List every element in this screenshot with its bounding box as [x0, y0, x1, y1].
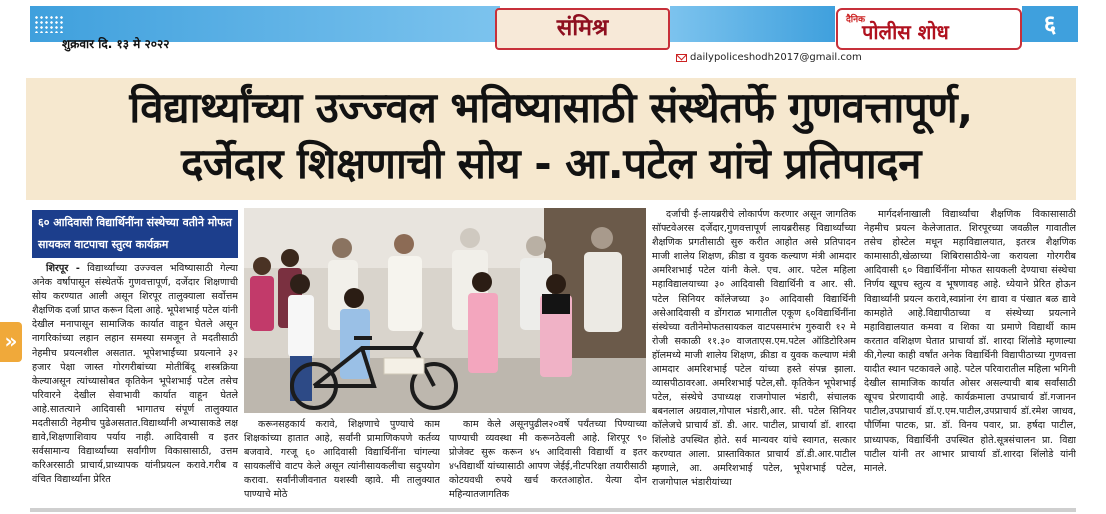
right-band	[670, 6, 835, 42]
brand-prefix: दैनिक	[846, 15, 866, 25]
mail-icon	[676, 54, 687, 62]
article-column-4	[652, 208, 856, 504]
article-column-2	[244, 418, 440, 504]
page-header	[30, 6, 1078, 68]
column-1-text: विद्यार्थ्यांच्या उज्ज्वल भविष्यासाठी गेल्या अनेक वर्षांपासून संस्थेतर्फे गुणवत्तापूर्ण, दर्जेदार शिक्षणाची सोय करण्यात आली असून शिरपूर तालुक्याला सर्वोत्तम शैक्षणिक दर्जा प्राप्त करून दिला आहे. भूपेशभाई पटेल यांनी देखील मनापासून सामाजिक कार्यात वाहून घेतले असून नागरिकांच्या लहान लहान समस्या समजून ते मदतीसाठी नेहमीच प्रयत्नशील असतात. भूपेशभाईंच्या प्रयत्नाने ३२ हजार पेक्षा जास्त गोरगरीबांच्या मोतीबिंदू शस्त्रक्रिया केल्याअसून त्यांच्यासोबत कृतिकेन भूपेशभाई पटेल तसेच परिवारने देखील सेवाभावी कार्यात वाहून घेतले आहे.सातत्याने आदिवासी भागातच संपूर्ण तालुक्यात मदतीसाठी नेहमीच पुढेअसतात.विद्यार्थ्यांनी अभ्यासाकडे लक्ष द्यावे,शिक्षणाशिवाय पर्याय नाही. आदिवासी व इतर सर्वसामान्य विद्यार्थ्यांच्या सर्वांगीण विकासासाठी, उत्तम करिअरसाठी प्राचार्य,प्राध्यापक यांनीप्रयत्न करावे.गरीब व वंचित विद्यार्थ्यांना प्रेरित	[32, 263, 238, 486]
contact-email	[676, 52, 862, 63]
dateline: शिरपूर -	[46, 263, 80, 274]
dot-pattern-icon	[34, 15, 64, 33]
publication-date: शुक्रवार दि. १३ मे २०२२	[62, 37, 170, 51]
email-text: dailypoliceshodh2017@gmail.com	[690, 52, 862, 63]
column-5-text: मार्गदर्शनाखाली विद्यार्थ्यांचा शैक्षणिक विकासासाठी नेहमीच प्रयत्न केलेजातात. शिरपूरच्या जवळील गावातील तसेच होस्टेल मधून महाविद्यालयात, इतरत्र शैक्षणिक कामासाठी,खेळाच्या शिबिरासाठीये-जा करायला गोरगरीब आदिवासी ६० विद्यार्थिनींना मोफत सायकली देण्याचा संस्थेचा निर्णय खूपच स्तुत्य व भूषणावह आहे. ध्येयाने प्रेरित होऊन विद्यार्थ्यांनी प्रयत्न करावे,स्वप्नांना रंग द्यावा व पंखात बळ द्यावे कामहोते आहे.विद्यापीठाच्या व संस्थेच्या प्रयत्नाने महाविद्यालयात कमवा व शिका या प्रमाणे विद्यार्थी काम करतात वशिक्षण घेतात प्राचार्या डॉ. शारदा शिंलोडे म्हणाल्या की,गेल्या काही वर्षांत अनेक विद्यार्थिनी विद्यापीठाच्या गुणवत्ता यादीत स्थान पटकावले आहे. पटेल परिवारातील महिला भगिनी देखील सामाजिक कार्यात ओसर असल्याची बाब सर्वांसाठी खूपच प्रेरणादायी आहे. कार्यक्रमाला उपप्राचार्य डॉ.गजानन पाटील,उपप्राचार्य डॉ.ए.एम.पाटील,उपप्राचार्य डॉ.रमेश जाधव, पौर्णिमा पाटक, प्रा. डॉ. विनय पवार, प्रा. हर्षदा पाटील, प्राध्यापक, विद्यार्थिनी उपस्थित होते.सूत्रसंचालन प्रा. विद्या पाटील यांनी तर आभार प्राचार्या डॉ.शारदा शिंलोडे यांनी मानले.	[864, 209, 1076, 474]
article-column-5	[864, 208, 1076, 504]
page-number: ६	[1022, 6, 1078, 42]
section-tag: संमिश्र	[495, 8, 670, 50]
main-headline	[26, 78, 1076, 200]
article-column-3	[449, 418, 647, 504]
newspaper-logo	[836, 8, 1022, 50]
brand-name: पोलीस शोध	[862, 20, 949, 44]
column-3-text: काम केले असूनपुढील२०वर्षे पर्यंतच्या पिण्याच्या पाण्याची व्यवस्था मी करूनठेवली आहे. शिरपूर ९० प्रोजेक्ट सुरू करून ४५ आदिवासी विद्यार्थी व इतर ४५विद्यार्थी यांच्यासाठी आपण जेईई,नीटपरिक्षा तयारीसाठी कोटयवधी रुपये खर्च करतआहोत. येत्या दोन महिन्यातजागतिक	[449, 419, 647, 501]
column-4-text: दर्जाची ई-लायब्ररीचे लोकार्पण करणार असून जागतिक सॉफ्टवेअरस दर्जेदार,गुणवत्तापूर्ण लायब्ररीसह विद्यार्थ्यांच्या शैक्षणिक प्रगतीसाठी सुरु करीत आहोत असे प्रतिपादन माजी शालेय शिक्षण, क्रीडा व युवक कल्याण मंत्री आमदार अमरिशभाई पटेल यांनी केले. एच. आर. पटेल महिला महाविद्यालयाच्या ३० आदिवासी विद्यार्थिनी व आर. सी. पटेल सिनियर कॉलेजच्या ३० आदिवासी विद्यार्थिनी असेआदिवासी व डोंगराळ भागातील एकूण ६०विद्यार्थिनींना संस्थेच्या वतीनेमोफतसायकल वाटपसमारंभ गुरुवारी १२ मे रोजी सकाळी ११.३० वाजताएस.एम.पटेल ऑडिटोरिअम हॉलमध्ये माजी शालेय शिक्षण, क्रीडा व युवक कल्याण मंत्री आमदार अमरिशभाई पटेल यांच्या हस्ते संपन्न झाला. व्यासपीठावरआ. अमरिशभाई पटेल,सौ. कृतिकेन भूपेशभाई पटेल, संस्थेचे उपाध्यक्ष राजगोपाल भंडारी, संचालक बबनलाल अग्रवाल,गोपाल भंडारी,आर. सी. पटेल सिनियर कॉलेजचे प्राचार्य डॉ. डी. आर. पाटील, प्राचार्या डॉ. शारदा शिंलोडे उपस्थित होते. सर्व मान्यवर यांचे स्वागत, सत्कार करण्यात आला. प्रास्ताविकात प्राचार्य डॉ.डी.आर.पाटील म्हणाले, आ. अमरिशभाई पटेल, भूपेशभाई पटेल, राजगोपाल भंडारीयांच्या	[652, 209, 856, 488]
photo-group-people-bicycle-icon	[244, 208, 646, 413]
chevron-right-icon[interactable]: »	[0, 322, 22, 362]
article-column-1	[32, 262, 238, 502]
headline-line-2: दर्जेदार शिक्षणाची सोय - आ.पटेल यांचे प्रतिपादन	[181, 139, 921, 188]
headline-line-1: विद्यार्थ्यांच्या उज्ज्वल भविष्यासाठी संस्थेतर्फे गुणवत्तापूर्ण,	[129, 83, 973, 132]
bottom-rule	[30, 508, 1076, 512]
column-2-text: करूनसहकार्य करावे, शिक्षणाचे पुण्याचे काम शिक्षकांच्या हातात आहे, सर्वांनी प्रामाणिकपणे कर्तव्य बजवावे. गरजू ६० आदिवासी विद्यार्थिनींना चांगल्या सायकलींचे वाटप केले असून त्यांनीसायकलीचा सदुपयोग करावा. सर्वांनीजीवनात यशस्वी व्हावे. मी तालुक्यात पाण्याचे मोठे	[244, 419, 440, 501]
sub-headline: ६० आदिवासी विद्यार्थिनींना संस्थेच्या वतीने मोफत सायकल वाटपाचा स्तुत्य कार्यक्रम	[32, 210, 238, 258]
